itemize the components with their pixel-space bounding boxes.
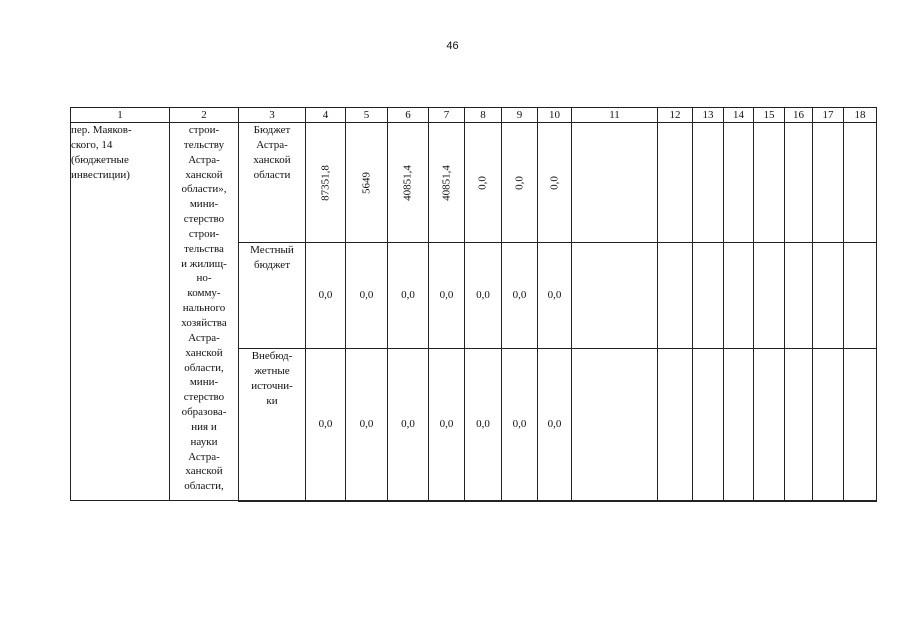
empty-cell <box>693 123 724 243</box>
value-cell: 0,0 <box>502 243 538 349</box>
table-row <box>71 123 877 243</box>
column-number: 4 <box>306 108 346 123</box>
value-cell: 0,0 <box>538 243 572 349</box>
value-cell: 0,0 <box>465 123 502 243</box>
empty-cell <box>785 123 813 243</box>
value-cell: 5649 <box>346 123 388 243</box>
value-cell: 0,0 <box>502 349 538 501</box>
empty-cell <box>724 349 754 501</box>
source-cell: Местный бюджет <box>239 243 306 349</box>
value-cell: 40851,4 <box>429 123 465 243</box>
value-cell: 0,0 <box>306 243 346 349</box>
empty-cell <box>785 243 813 349</box>
column-number: 14 <box>724 108 754 123</box>
empty-cell <box>754 243 785 349</box>
empty-cell <box>693 243 724 349</box>
value-cell: 0,0 <box>538 123 572 243</box>
responsible-cell: строи- тельству Астра- ханской области», мини- стерство строи- тельства и жилищ- но- комму- нального хозяйства Астра- ханской области, мини- стерство образова- ния и науки Астра- ханской области, <box>170 123 239 501</box>
column-number: 18 <box>844 108 877 123</box>
empty-cell <box>785 349 813 501</box>
empty-cell <box>754 349 785 501</box>
column-number: 9 <box>502 108 538 123</box>
empty-cell <box>658 349 693 501</box>
empty-cell <box>844 243 877 349</box>
value-cell: 0,0 <box>306 349 346 501</box>
empty-cell <box>572 123 658 243</box>
empty-cell <box>754 123 785 243</box>
value-cell: 0,0 <box>388 349 429 501</box>
value-cell: 0,0 <box>388 243 429 349</box>
empty-cell <box>844 349 877 501</box>
column-number: 10 <box>538 108 572 123</box>
empty-cell <box>572 243 658 349</box>
page-number: 46 <box>446 40 459 52</box>
column-number: 6 <box>388 108 429 123</box>
value-cell: 0,0 <box>538 349 572 501</box>
empty-cell <box>724 243 754 349</box>
empty-cell <box>658 243 693 349</box>
empty-cell <box>658 123 693 243</box>
source-cell: Внебюд- жетные источни- ки <box>239 349 306 501</box>
empty-cell <box>813 243 844 349</box>
empty-cell <box>813 123 844 243</box>
column-number: 3 <box>239 108 306 123</box>
value-cell: 0,0 <box>465 243 502 349</box>
column-number: 16 <box>785 108 813 123</box>
value-cell: 0,0 <box>465 349 502 501</box>
empty-cell <box>813 349 844 501</box>
column-number: 13 <box>693 108 724 123</box>
empty-cell <box>844 123 877 243</box>
header-row <box>71 108 877 123</box>
value-cell: 87351,8 <box>306 123 346 243</box>
value-cell: 0,0 <box>429 349 465 501</box>
value-cell: 0,0 <box>502 123 538 243</box>
source-cell: Бюджет Астра- ханской области <box>239 123 306 243</box>
column-number: 11 <box>572 108 658 123</box>
column-number: 7 <box>429 108 465 123</box>
column-number: 15 <box>754 108 785 123</box>
empty-cell <box>693 349 724 501</box>
value-cell: 40851,4 <box>388 123 429 243</box>
column-number: 5 <box>346 108 388 123</box>
column-number: 1 <box>71 108 170 123</box>
object-cell: пер. Маяков- ского, 14 (бюджетные инвестиции) <box>71 123 170 501</box>
column-number: 2 <box>170 108 239 123</box>
value-cell: 0,0 <box>346 243 388 349</box>
column-number: 12 <box>658 108 693 123</box>
column-number: 17 <box>813 108 844 123</box>
value-cell: 0,0 <box>346 349 388 501</box>
empty-cell <box>724 123 754 243</box>
empty-cell <box>572 349 658 501</box>
budget-table <box>70 107 877 502</box>
value-cell: 0,0 <box>429 243 465 349</box>
column-number: 8 <box>465 108 502 123</box>
